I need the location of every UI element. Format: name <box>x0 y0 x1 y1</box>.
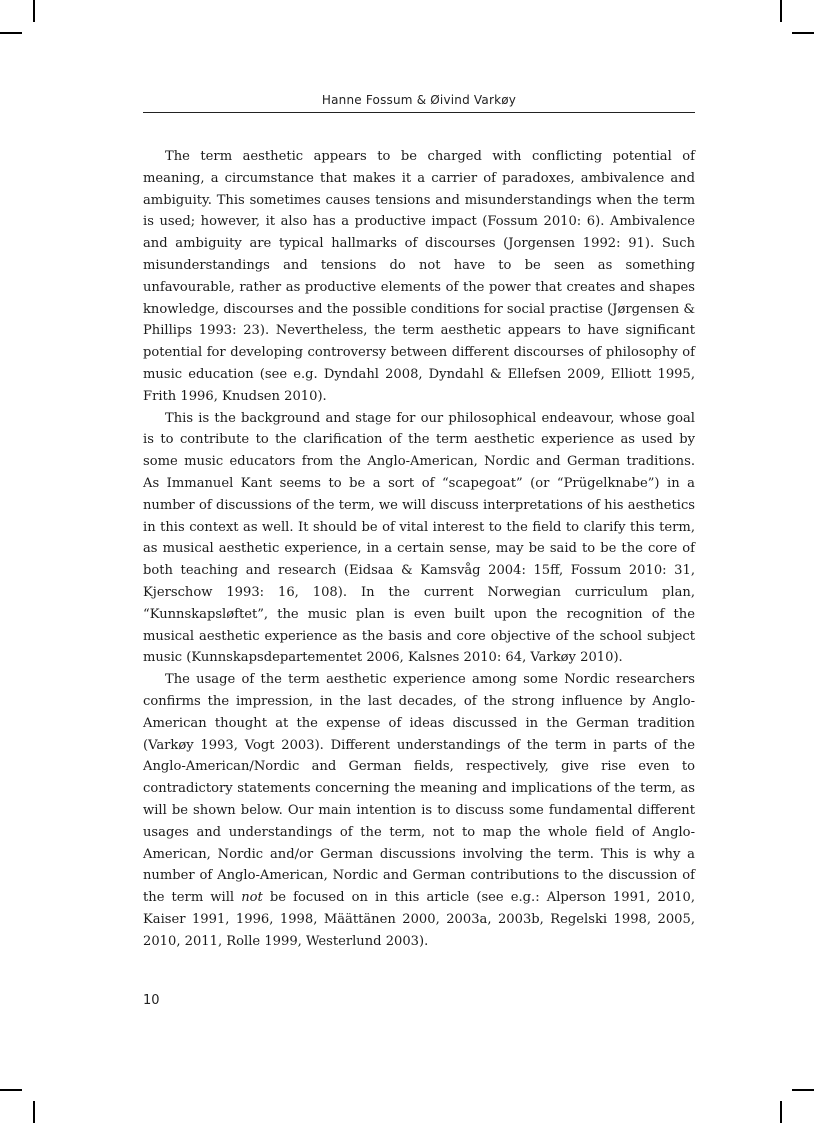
header-rule <box>143 112 695 113</box>
paragraph-1: The term aesthetic appears to be charged with conflicting potential of meaning, a circumstance that makes it a carrier of paradoxes, ambivalence and ambiguity. This sometimes causes tensions and misunderstandings when the term is used; however, it also has a productive impact (Fossum 2010: 6). Ambivalence and ambiguity are typical hallmarks of discourses (Jorgensen 1992: 91). Such misunderstandings and tensions do not have to be seen as something unfavourable, rather as productive elements of the power that creates and shapes knowledge, discourses and the possible conditions for social practise (Jørgensen & Phillips 1993: 23). Nevertheless, the term aesthetic appears to have significant potential for developing controversy between different discourses of philosophy of music education (see e.g. Dyndahl 2008, Dyndahl & Ellefsen 2009, Elliott 1995, Frith 1996, Knudsen 2010). <box>143 149 695 404</box>
crop-mark-top-right-vertical <box>780 0 782 22</box>
crop-mark-bottom-left-vertical <box>33 1101 35 1123</box>
article-body <box>143 146 695 952</box>
crop-mark-bottom-right-vertical <box>780 1101 782 1123</box>
crop-mark-bottom-right-horizontal <box>792 1089 814 1091</box>
paragraph-3-text-start: The usage of the term aesthetic experience among some Nordic researchers confirms the impression, in the last decades, of the strong influence by Anglo-American thought at the expense of ideas discussed in the German tradition (Varkøy 1993, Vogt 2003). Different understandings of the term in parts of the Anglo-American/Nordic and German fields, respectively, give rise even to contradictory statements concerning the meaning and implications of the term, as will be shown below. Our main intention is to discuss some fundamental different usages and understandings of the term, not to map the whole field of Anglo-American, Nordic and/or German discussions involving the term. This is why a number of Anglo-American, Nordic and German contributions to the discussion of the term will <box>143 672 695 906</box>
crop-mark-bottom-left-horizontal <box>0 1089 22 1091</box>
paragraph-3 <box>143 669 695 952</box>
page-number: 10 <box>143 993 160 1008</box>
paragraph-3-text-end: be focused on in this article (see e.g.: Alperson 1991, 2010, Kaiser 1991, 1996, 1998, Määttänen 2000, 2003a, 2003b, Regelski 1998, 2005, 2010, 2011, Rolle 1999, Westerlund 2003). <box>143 890 695 949</box>
paragraph-2: This is the background and stage for our philosophical endeavour, whose goal is to contribute to the clarification of the term aesthetic experience as used by some music educators from the Anglo-American, Nordic and German traditions. As Immanuel Kant seems to be a sort of “scapegoat” (or “Prügelknabe”) in a number of discussions of the term, we will discuss interpretations of his aesthetics in this context as well. It should be of vital interest to the field to clarify this term, as musical aesthetic experience, in a certain sense, may be said to be the core of both teaching and research (Eidsaa & Kamsvåg 2004: 15ff, Fossum 2010: 31, Kjerschow 1993: 16, 108). In the current Norwegian curriculum plan, “Kunnskapsløftet”, the music plan is even built upon the recognition of the musical aesthetic experience as the basis and core objective of the school subject music (Kunnskapsdepartementet 2006, Kalsnes 2010: 64, Varkøy 2010). <box>143 410 695 666</box>
crop-mark-top-left-vertical <box>33 0 35 22</box>
crop-mark-top-right-horizontal <box>792 32 814 34</box>
emphasis-not: not <box>241 890 263 906</box>
running-header: Hanne Fossum & Øivind Varkøy <box>321 93 517 107</box>
crop-mark-top-left-horizontal <box>0 32 22 34</box>
